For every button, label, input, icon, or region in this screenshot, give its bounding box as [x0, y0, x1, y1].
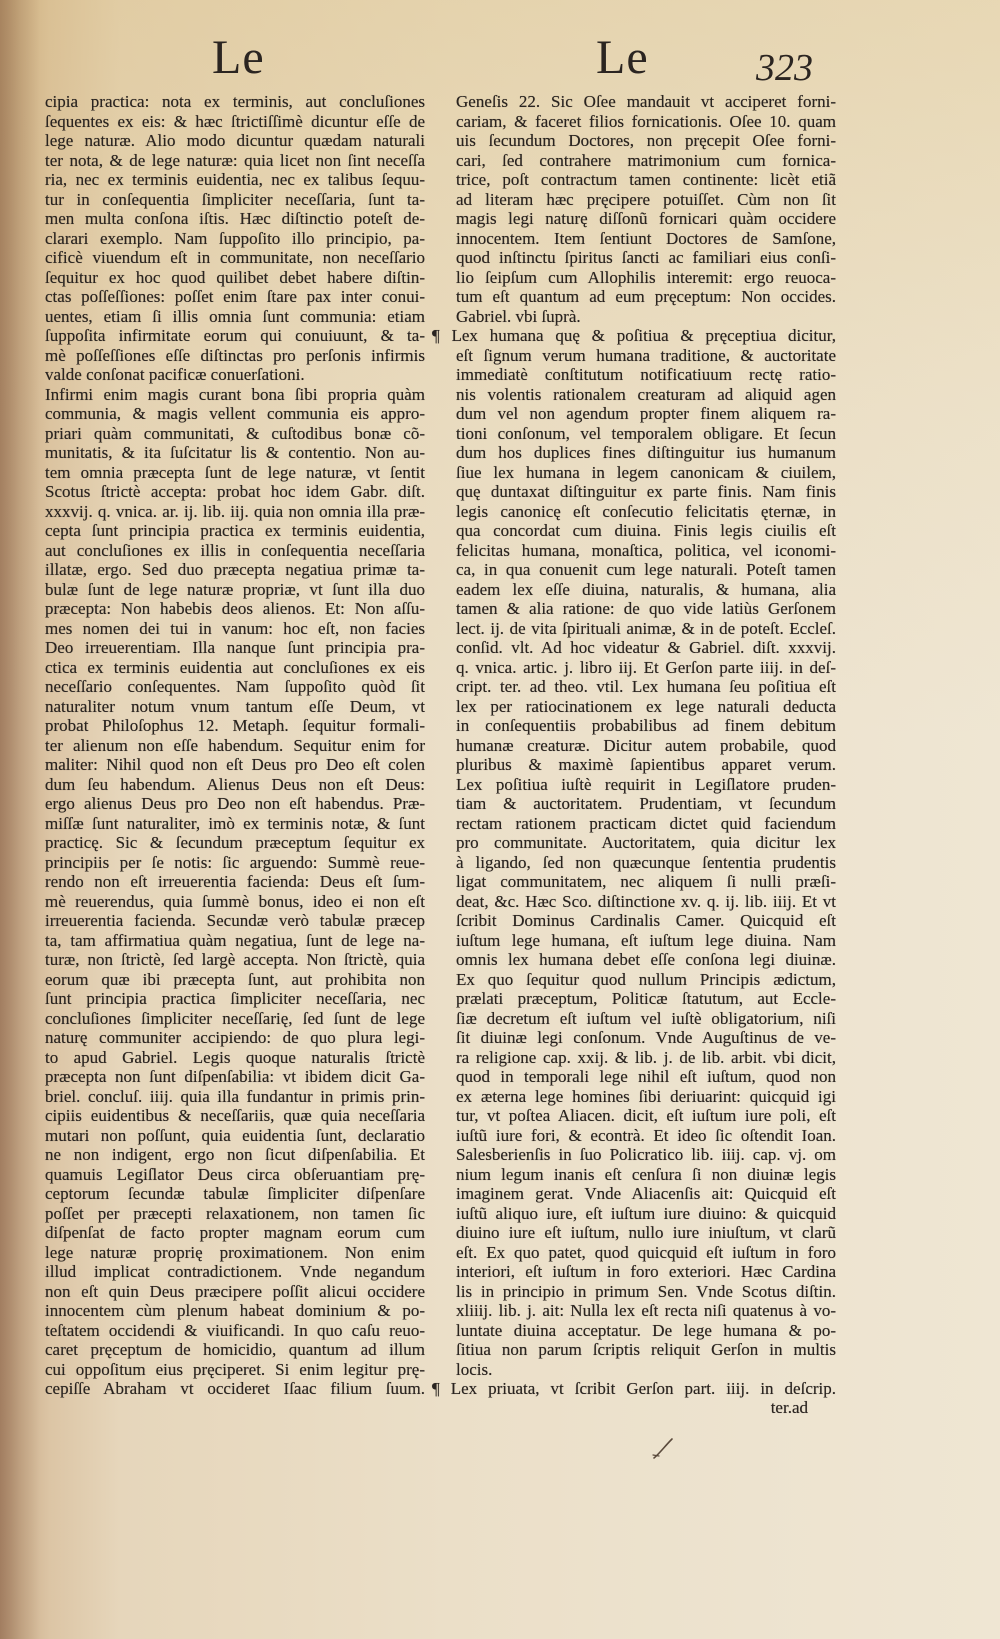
left-column-line: lege naturæ. Alio modo dicuntur quædam naturali [45, 131, 425, 150]
right-column-line: cariam, & faceret filios fornicationis. Oſee 10. quam [456, 111, 836, 131]
right-column-line: immediatè conſtitutum notificatiuum rectę ratio- [456, 365, 836, 384]
right-column-line: innocentem. Item ſentiunt Doctores de Samſone, [456, 228, 836, 248]
left-column-line: tem omnia præcepta ſunt de lege naturæ, vt ſentit [45, 462, 425, 482]
right-text-column [432, 92, 836, 1399]
left-column-line: clarari exemplo. Nam ſuppoſito illo principio, pa- [45, 228, 425, 248]
left-column-line: cipia practica: nota ex terminis, aut concluſiones [45, 92, 425, 111]
left-column-line: munitatis, & ita ſuſcitatur lis & contentio. Non au- [45, 443, 425, 462]
left-column-line: præcepta non ſunt diſpenſabilia: vt ibidem dicit Ga- [45, 1067, 425, 1086]
right-column-line: luntate diuina acceptatur. De lege humana & po- [456, 1320, 836, 1340]
right-column-line: ad literam hæc pręcipere potuiſſet. Cùm non ſit [456, 189, 836, 209]
left-column-line: priari quàm communitati, & cuſtodibus bonæ cõ- [45, 423, 425, 443]
right-column-line: cari, ſed contrahere matrimonium cum fornica- [456, 150, 836, 170]
right-column-line: eſt ſignum verum humana traditione, & auctoritate [456, 345, 836, 365]
right-column-line: ſiue lex humana in legem canonicam & ciuilem, [456, 462, 836, 482]
left-column-line: practicę. Sic & ſecundum præceptum ſequitur ex [45, 833, 425, 852]
left-column-line: principiis per ſe notis: ſic arguendo: Summè reue- [45, 852, 425, 872]
right-column-line: trice, poſt contractum tamen continente: licèt etiã [456, 170, 836, 189]
right-column-line: Ex quo ſequitur quod nullum Principis ædictum, [456, 969, 836, 989]
right-column-line: diuino iure eſt iuſtum, nullo iure iniuſtum, vt clarũ [456, 1223, 836, 1242]
right-column-line: interiori, eſt iuſtum in foro exteriori. Hæc Cardina [456, 1262, 836, 1281]
right-column-line: q. vnica. artic. j. libro iij. Et Gerſon parte iiij. in deſ- [456, 657, 836, 677]
left-column-line: lege naturæ proprię proximationem. Non enim [45, 1242, 425, 1262]
running-head-left: Le [212, 31, 265, 84]
right-column-line: tur, vt poſtea Aliacen. dicit, eſt iuſtum iure poli, eſt [456, 1106, 836, 1125]
right-column-line: rectam rationem practicam dictet quid faciendum [456, 813, 836, 833]
left-column-line: teſtatem occidendi & viuificandi. In quo caſu reuo- [45, 1320, 425, 1340]
page-number: 323 [756, 47, 813, 89]
left-column-line: ſequentes ex eis: & hæc ſtrictiſſimè dicuntur eſſe de [45, 111, 425, 131]
left-column-line: communia, & magis vellent communia eis appro- [45, 404, 425, 423]
right-column-line: Geneſis 22. Sic Oſee mandauit vt acciperet forni- [456, 92, 836, 111]
left-column-line: xxxvij. q. vnica. ar. ij. lib. iij. quia non omnia illa præ- [45, 501, 425, 521]
right-column-line: pluribus & maximè ſapientibus apparet verum. [456, 755, 836, 774]
left-column-line: ta, tam affirmatiua quàm negatiua, ſunt de lege na- [45, 930, 425, 950]
left-column-line: probat Philoſophus 12. Metaph. ſequitur formali- [45, 716, 425, 735]
left-column-line: to apud Gabriel. Legis quoque naturalis ſtrictè [45, 1047, 425, 1067]
left-column-line: maliter: Nihil quod non eſt Deus pro Deo eſt colen [45, 755, 425, 774]
left-column-line: illud implicat contradictionem. Vnde negandum [45, 1262, 425, 1281]
right-column-line: nium legum inanis eſt cenſura ſi non diuinæ legis [456, 1164, 836, 1184]
catchword: ter.ad [770, 1398, 808, 1417]
left-column-line: turæ, non ſtrictè, ſed largè accepta. Non ſtrictè, quia [45, 950, 425, 969]
right-column-line: prælati præceptum, Politicæ ſtatutum, aut Eccle- [456, 989, 836, 1008]
left-column-line: naturaliter notum vnum tantum eſſe Deum, vt [45, 696, 425, 716]
left-column-line: concluſiones ſimpliciter neceſſarię, ſed ſunt de lege [45, 1008, 425, 1028]
left-column-line: tur in conſequentia ſimpliciter neceſſaria, ſunt ta- [45, 189, 425, 209]
left-column-line: aut concluſiones ex illis in conſequentia neceſſaria [45, 540, 425, 560]
left-column-line: mè poſſeſſiones eſſe diſtinctas pro perſonis infirmis [45, 345, 425, 365]
right-column-line: pro communitate. Auctoritatem, quia dicitur lex [456, 833, 836, 852]
left-column-line: mes nomen dei tui in vanum: hoc eſt, non facies [45, 618, 425, 638]
right-column-line: quod in temporali lege nihil eſt iuſtum, quod non [456, 1067, 836, 1086]
left-column-line: neceſſario conſequentes. Nam ſuppoſito quòd ſit [45, 677, 425, 696]
left-column-line: poſſet per præcepti relaxationem, non tamen ſic [45, 1203, 425, 1223]
left-column-line: ergo alienus Deus pro Deo non eſt habendus. Præ- [45, 794, 425, 813]
right-column-line: Salesberienſis in ſuo Policratico lib. iiij. cap. vj. om [456, 1145, 836, 1164]
right-column-line: iuſtũ iure fori, & econtrà. Et ideo ſic oſtendit Ioan. [456, 1125, 836, 1145]
left-column-line: cificè viuendum eſt in communitate, non neceſſario [45, 248, 425, 267]
left-column-line: bulæ ſunt de lege naturæ propriæ, vt ſunt illa duo [45, 579, 425, 599]
left-column-line: Scotus ſtrictè accepta: probat hoc idem Gabr. diſt. [45, 482, 425, 501]
right-column-line: lio ſeipſum cum Allophilis interemit: ergo reuoca- [456, 267, 836, 287]
right-column-line: lis in principio in primum Sen. Vnde Scotus diſtin. [456, 1281, 836, 1301]
right-column-line: ¶ Lex priuata, vt ſcribit Gerſon part. iiij. in deſcrip. [432, 1379, 836, 1398]
left-column-line: ſequitur ex hoc quod quilibet debet habere diſtin- [45, 267, 425, 287]
left-column-line: non eſt quin Deus præcipere poſſit alicui occidere [45, 1281, 425, 1301]
right-column-line: ſcribit Dominus Cardinalis Camer. Quicquid eſt [456, 911, 836, 930]
right-column-line: tioni conſonum, vel temporalem obligare. Et ſecun [456, 423, 836, 443]
left-column-line: caret pręceptum de homicidio, quantum ad illum [45, 1340, 425, 1359]
right-column-line: iuſtum lege humana, eſt iuſtum lege diuina. Nam [456, 930, 836, 950]
right-column-line: quę duntaxat diſtinguitur ex parte finis. Nam finis [456, 482, 836, 501]
spine-shadow [0, 0, 40, 1639]
right-column-line: ſitiua non parum ſcriptis reliquit Gerſon in multis [456, 1340, 836, 1359]
left-column-line: ria, nec ex terminis euidentia, nec ex talibus ſequu- [45, 170, 425, 189]
left-column-line: præcepta: Non habebis deos alienos. Et: Non aſſu- [45, 599, 425, 618]
right-column-line: locis. [456, 1359, 493, 1379]
left-column-line: irreuerentia facienda. Secundæ verò tabulæ præcep [45, 911, 425, 930]
right-column-line: quod inſtinctu ſpiritus ſancti ac familiari eius conſi- [456, 248, 836, 267]
left-column-line: Deo irreuerentiam. Illa nanque ſunt principia pra- [45, 638, 425, 657]
right-column-line: ra religione cap. xxij. & lib. j. de lib. arbit. vbi dicit, [456, 1047, 836, 1067]
ink-flourish-mark [650, 1436, 676, 1462]
right-column-line: ¶ Lex humana quę & poſitiua & pręceptiua dicitur, [432, 326, 836, 345]
right-column-line: xliiij. lib. j. ait: Nulla lex eſt recta niſi quatenus à vo- [456, 1301, 836, 1320]
left-column-line: ne non indigent, ergo non ſicut diſpenſabilia. Et [45, 1145, 425, 1164]
left-column-line: ter nota, & de lege naturæ: quia licet non ſint neceſſa [45, 150, 425, 170]
right-column-line: ligat communitatem, nec aliquem ſi nulli præſi- [456, 872, 836, 891]
left-column-line: naturę communiter accipiendo: de quo plura legi- [45, 1028, 425, 1047]
left-column-line: ſuppoſita infirmitate eorum qui conuiuunt, & ta- [45, 326, 425, 345]
right-column-line: magis legi naturę diſſonũ fornicari quàm occidere [456, 209, 836, 228]
right-column-line: tum eſt quantum ad eum pręceptum: Non occides. [456, 287, 836, 306]
left-column-line: cepta ſunt principia practica ex terminis euidentia, [45, 521, 425, 540]
left-text-column [45, 92, 425, 1399]
right-column-line: ex æterna lege homines ſibi deriuarint: quicquid igi [456, 1086, 836, 1106]
running-head-right: Le [596, 31, 649, 84]
right-column-line: eadem lex eſſe diuina, naturalis, & humana, alia [456, 579, 836, 599]
left-column-line: valde conſonat pacificæ conuerſationi. [45, 365, 305, 384]
right-column-line: imaginem gerat. Vnde Aliacenſis ait: Quicquid eſt [456, 1184, 836, 1203]
left-column-line: quamuis Legiſlator Deus circa obſeruantiam prę- [45, 1164, 425, 1184]
left-column-line: innocentem cùm plenum habeat dominium & po- [45, 1301, 425, 1320]
right-column-line: qua concordat cum diuina. Finis legis ciuilis eſt [456, 521, 836, 540]
right-column-line: ſit diuinæ legi conſonum. Vnde Auguſtinus de ve- [456, 1028, 836, 1047]
left-column-line: mè reuerendus, quia ſummè bonus, ideo ei non eſt [45, 891, 425, 911]
right-column-line: lex per ratiocinationem ex lege naturali deducta [456, 696, 836, 716]
right-column-line: Lex poſitiua iuſtè requirit in Legiſlatore pruden- [456, 774, 836, 794]
right-column-line: uis ſecundum Doctores, non pręcepit Oſee forni- [456, 131, 836, 150]
right-column-line: iuſtũ aliquo iure, eſt iuſtum iure diuino: & quicquid [456, 1203, 836, 1223]
right-column-line: dum vel non agendum propter finem aliquem ra- [456, 404, 836, 423]
left-column-line: ceptorum ſecundæ tabulæ ſimpliciter diſpenſare [45, 1184, 425, 1203]
right-column-line: deat, &c. Hæc Sco. diſtinctione xv. q. ij. lib. iiij. Et vt [456, 891, 836, 911]
right-column-line: ſiæ decretum eſt iuſtum vel iuſtè obligatorium, niſi [456, 1008, 836, 1028]
right-column-line: tiam & auctoritatem. Prudentiam, vt ſecundum [456, 794, 836, 813]
right-column-line: ca, in qua conuenit cum lege naturali. Poteſt tamen [456, 560, 836, 579]
right-column-line: legis canonicę eſt conſecutio felicitatis ęternæ, in [456, 501, 836, 521]
right-column-line: felicitas humana, monaſtica, politica, vel iconomi- [456, 540, 836, 560]
right-column-line: tamen & alia ratione: de quo vide latiùs Gerſonem [456, 599, 836, 618]
right-column-line: eſt. Ex quo patet, quod quicquid eſt iuſtum in foro [456, 1242, 836, 1262]
right-column-line: lect. ij. de vita ſpirituali animæ, & in de poteſt. Eccleſ. [456, 618, 836, 638]
left-column-line: ctas poſſeſſiones: poſſet enim ſtare pax inter conui- [45, 287, 425, 306]
left-column-line: eorum quæ ibi præcepta ſunt, aut prohibita non [45, 969, 425, 989]
left-column-line: illatæ, ergo. Sed duo præcepta negatiua primæ ta- [45, 560, 425, 579]
right-column-line: Gabriel. vbi ſuprà. [456, 306, 581, 326]
right-column-line: conſid. vlt. Ad hoc videatur & Gabriel. diſt. xxxvij. [456, 638, 836, 657]
left-column-line: cepiſſe Abraham vt occideret Iſaac filium ſuum. [45, 1379, 425, 1398]
left-column-line: diſpenſat de facto propter magnam eorum cum [45, 1223, 425, 1242]
right-column-line: cript. ter. ad theo. vtil. Lex humana ſeu poſitiua eſt [456, 677, 836, 696]
left-column-line: uentes, etiam ſi illis omnia ſunt communia: etiam [45, 306, 425, 326]
left-column-line: men multa conſona iſtis. Hæc diſtinctio poteſt de- [45, 209, 425, 228]
left-column-line: Infirmi enim magis curant bona ſibi propria quàm [45, 384, 425, 404]
right-column-line: dum hos duplices fines diſtinguitur ius humanum [456, 443, 836, 462]
left-column-line: rendo non eſt irreuerentia facienda: Deus eſt ſum- [45, 872, 425, 891]
left-column-line: mutari non poſſunt, quia euidentia ſunt, declaratio [45, 1125, 425, 1145]
left-column-line: miſſæ ſunt naturaliter, imò ex terminis notæ, & ſunt [45, 813, 425, 833]
right-column-line: à ligando, ſed non quæcunque ſententia prudentis [456, 852, 836, 872]
left-column-line: cui oppoſitum eius pręciperet. Si enim legitur prę- [45, 1359, 425, 1379]
left-column-line: ctica ex terminis euidentia aut concluſiones ex eis [45, 657, 425, 677]
right-column-line: in conſequentiis probabilibus ad finem debitum [456, 716, 836, 735]
left-column-line: dum ſeu habendum. Alienus Deus non eſt Deus: [45, 774, 425, 794]
right-column-line: nis volentis rationalem creaturam ad aliquid agen [456, 384, 836, 404]
left-column-line: briel. concluſ. iiij. quia illa fundantur in primis prin- [45, 1086, 425, 1106]
left-column-line: ter alienum non eſſe habendum. Sequitur enim for [45, 735, 425, 755]
left-column-line: cipiis euidentibus & neceſſariis, quæ quia neceſſaria [45, 1106, 425, 1125]
right-column-line: humanæ creaturæ. Dicitur autem probabile, quod [456, 735, 836, 755]
left-column-line: ſunt principia practica ſimpliciter neceſſaria, nec [45, 989, 425, 1008]
right-column-line: omnis lex humana debet eſſe conſona legi diuinæ. [456, 950, 836, 969]
